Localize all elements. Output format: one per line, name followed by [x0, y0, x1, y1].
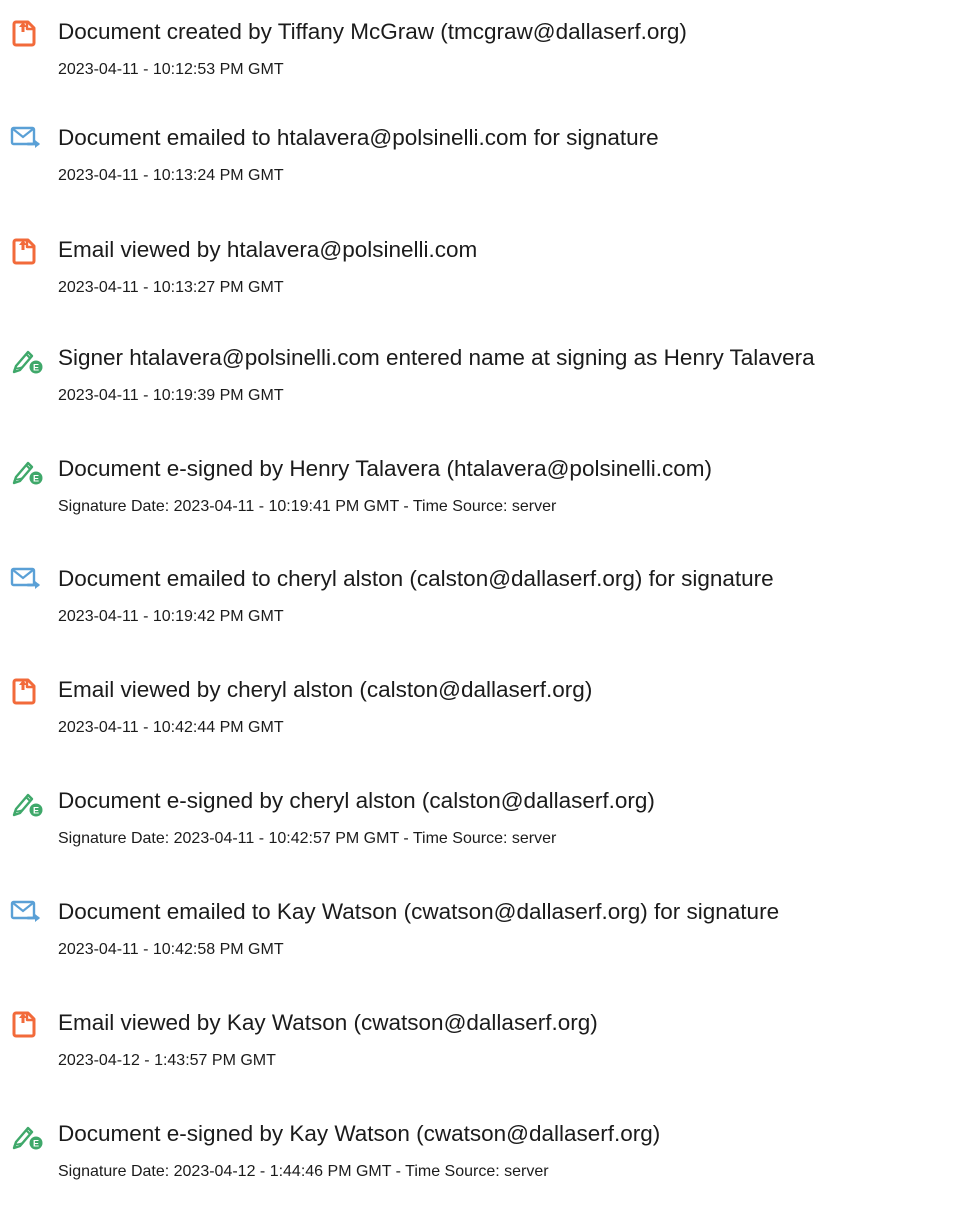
event-timestamp: Signature Date: 2023-04-12 - 1:44:46 PM GMT - Time Source: server	[58, 1163, 549, 1180]
document-created-icon	[10, 18, 44, 48]
event-description: Document emailed to cheryl alston (calston@dallaserf.org) for signature	[58, 566, 774, 591]
event-description: Email viewed by Kay Watson (cwatson@dallaserf.org)	[58, 1010, 598, 1035]
history-event	[0, 888, 957, 978]
event-timestamp: 2023-04-12 - 1:43:57 PM GMT	[58, 1052, 276, 1069]
event-description: Document e-signed by Henry Talavera (htalavera@polsinelli.com)	[58, 456, 712, 481]
history-event	[0, 334, 957, 424]
esign-pen-icon	[10, 787, 44, 817]
email-sent-icon	[10, 124, 44, 154]
email-sent-icon	[10, 565, 44, 595]
event-description: Document e-signed by Kay Watson (cwatson@dallaserf.org)	[58, 1121, 661, 1146]
event-timestamp: 2023-04-11 - 10:19:42 PM GMT	[58, 608, 284, 625]
esign-pen-icon	[10, 344, 44, 374]
esign-pen-icon	[10, 1120, 44, 1150]
svg-text:E: E	[32, 805, 40, 816]
event-timestamp: 2023-04-11 - 10:42:44 PM GMT	[58, 719, 284, 736]
svg-text:E: E	[32, 473, 40, 484]
esign-pen-icon	[10, 455, 44, 485]
event-description: Document e-signed by cheryl alston (calston@dallaserf.org)	[58, 788, 655, 813]
history-event	[0, 777, 957, 867]
event-description: Email viewed by htalavera@polsinelli.com	[58, 237, 478, 262]
document-viewed-icon	[10, 236, 44, 266]
history-event	[0, 8, 957, 98]
history-event	[0, 226, 957, 316]
email-sent-icon	[10, 898, 44, 928]
event-description: Email viewed by cheryl alston (calston@dallaserf.org)	[58, 677, 593, 702]
document-viewed-icon	[10, 676, 44, 706]
event-timestamp: 2023-04-11 - 10:12:53 PM GMT	[58, 61, 284, 78]
svg-text:E: E	[32, 1138, 40, 1149]
history-event	[0, 999, 957, 1089]
event-timestamp: 2023-04-11 - 10:13:24 PM GMT	[58, 167, 284, 184]
event-timestamp: Signature Date: 2023-04-11 - 10:42:57 PM GMT - Time Source: server	[58, 830, 557, 847]
history-event	[0, 1110, 957, 1200]
history-event	[0, 666, 957, 756]
event-timestamp: Signature Date: 2023-04-11 - 10:19:41 PM GMT - Time Source: server	[58, 498, 557, 515]
event-description: Document emailed to htalavera@polsinelli.com for signature	[58, 125, 659, 150]
event-timestamp: 2023-04-11 - 10:19:39 PM GMT	[58, 387, 284, 404]
document-viewed-icon	[10, 1009, 44, 1039]
history-event	[0, 555, 957, 645]
history-event	[0, 445, 957, 535]
event-description: Signer htalavera@polsinelli.com entered name at signing as Henry Talavera	[58, 345, 815, 370]
event-description: Document created by Tiffany McGraw (tmcgraw@dallaserf.org)	[58, 19, 687, 44]
svg-text:E: E	[32, 362, 40, 373]
history-event	[0, 114, 957, 204]
event-description: Document emailed to Kay Watson (cwatson@dallaserf.org) for signature	[58, 899, 780, 924]
event-timestamp: 2023-04-11 - 10:13:27 PM GMT	[58, 279, 284, 296]
event-timestamp: 2023-04-11 - 10:42:58 PM GMT	[58, 941, 284, 958]
